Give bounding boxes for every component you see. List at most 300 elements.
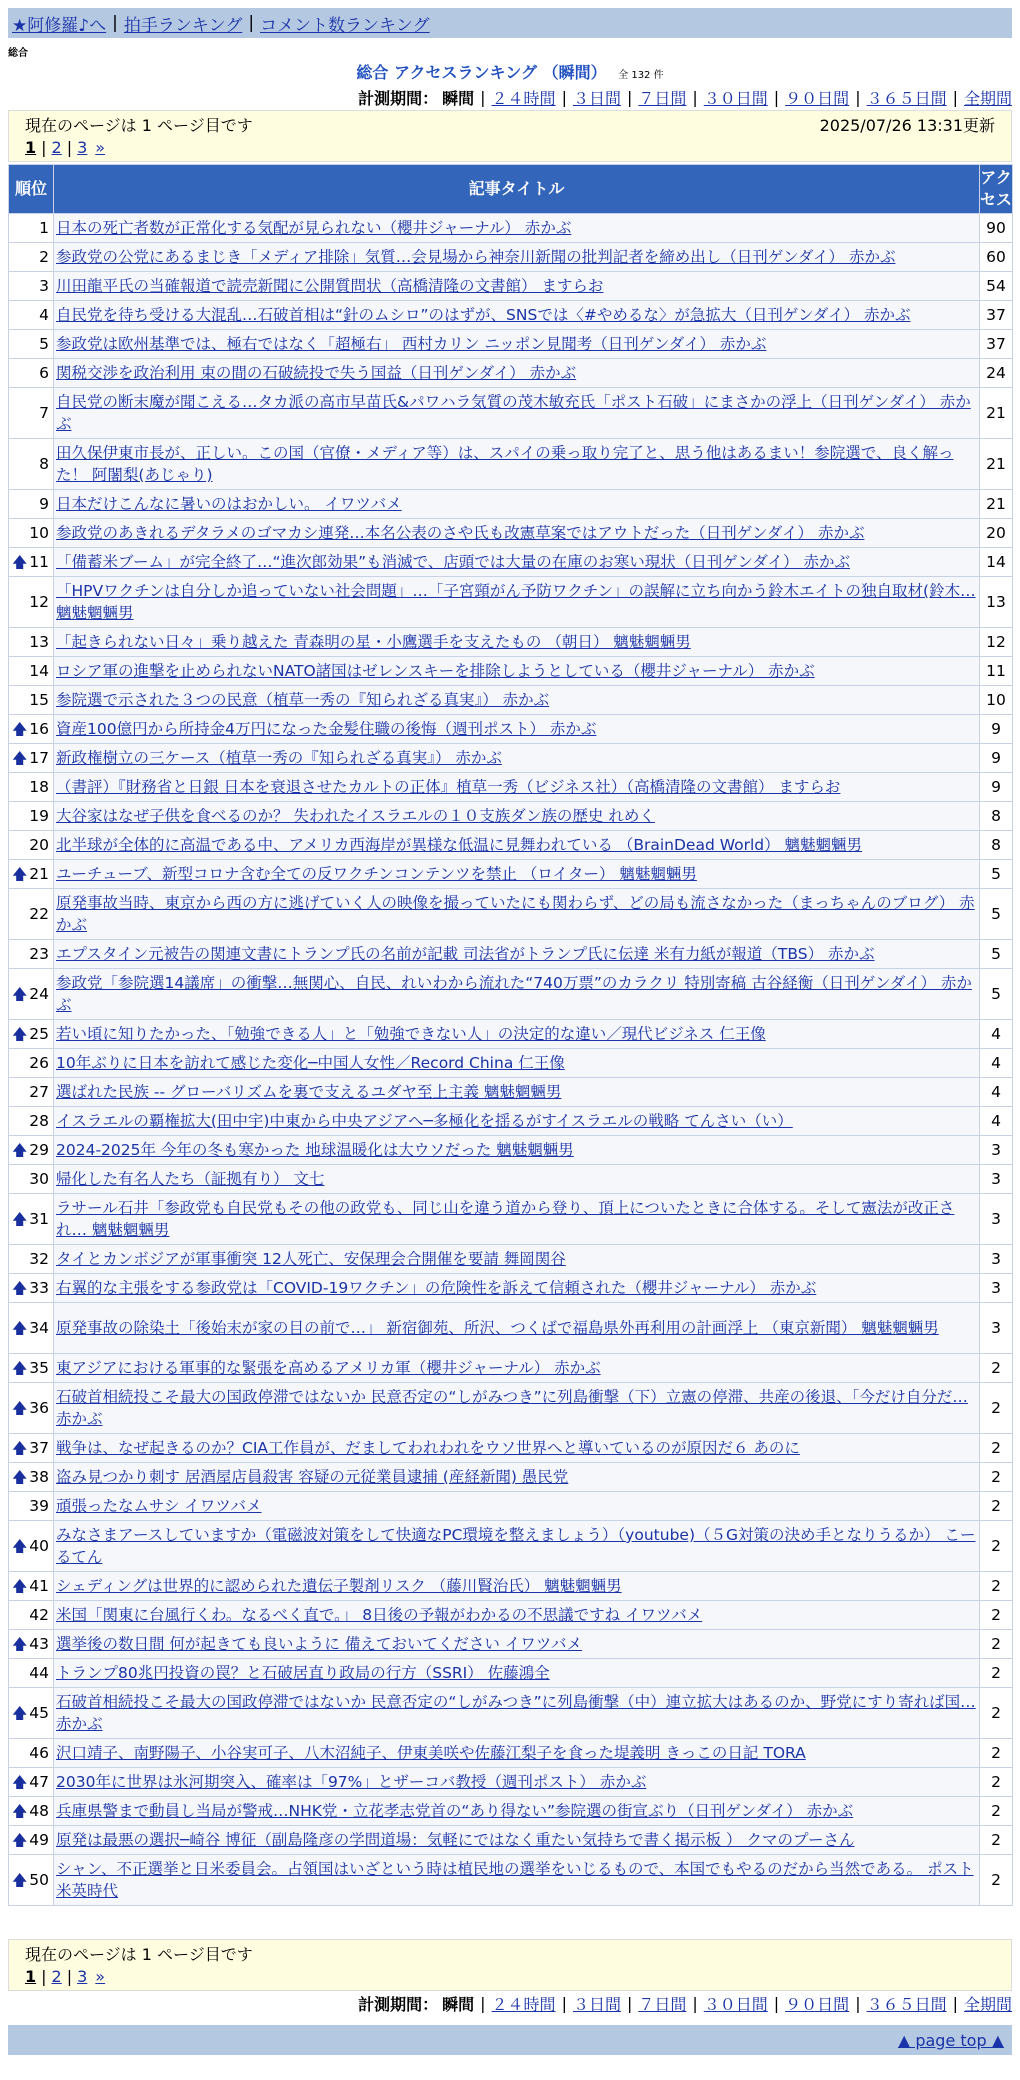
rank-cell bbox=[9, 214, 54, 243]
rank-cell bbox=[9, 1826, 54, 1855]
article-link[interactable]: 原発事故当時、東京から西の方に逃げていく人の映像を撮っていたにも関わらず、どの局も流さなかった（まっちゃんのブログ） 赤かぶ bbox=[56, 894, 975, 934]
article-link[interactable]: 頑張ったなムサシ イワツバメ bbox=[56, 1497, 262, 1515]
article-link[interactable]: 「備蓄米ブーム」が完全終了…“進次郎効果”も消滅で、店頭では大量の在庫のお寒い現状（日刊ゲンダイ） 赤かぶ bbox=[56, 553, 850, 571]
rank-number: 19 bbox=[29, 807, 49, 825]
rank-number: 6 bbox=[39, 364, 49, 382]
table-row bbox=[9, 802, 1013, 831]
rank-up-arrow-icon: 🡅 bbox=[12, 1025, 28, 1043]
article-link[interactable]: 兵庫県警まで動員し当局が警戒…NHK党・立花孝志党首の“あり得ない”参院選の街宣ぶり（日刊ゲンダイ） 赤かぶ bbox=[56, 1802, 854, 1820]
title-cell bbox=[54, 1354, 980, 1383]
article-link[interactable]: シャン、不正選挙と日米委員会。占領国はいざという時は植民地の選挙をいじるもので、本国でもやるのだから当然である。 ポスト米英時代 bbox=[56, 1860, 974, 1900]
rank-cell bbox=[9, 940, 54, 969]
page-1-current: 1 bbox=[25, 1966, 37, 1986]
access-count: 2 bbox=[980, 1601, 1013, 1630]
rank-number: 14 bbox=[29, 662, 49, 680]
access-count: 4 bbox=[980, 1078, 1013, 1107]
article-link[interactable]: 10年ぶりに日本を訪れて感じた変化─中国人女性／Record China 仁王像 bbox=[56, 1054, 565, 1072]
rank-number: 1 bbox=[39, 219, 49, 237]
table-row bbox=[9, 628, 1013, 657]
title-cell bbox=[54, 1855, 980, 1906]
table-row bbox=[9, 1165, 1013, 1194]
article-link[interactable]: トランプ80兆円投資の罠？と石破居直り政局の行方（SSRI） 佐藤鴻全 bbox=[56, 1664, 550, 1682]
rank-number: 8 bbox=[39, 455, 49, 473]
rank-number: 24 bbox=[29, 985, 49, 1003]
current-page-text: 現在のページは 1 ページ目です bbox=[25, 1944, 253, 1964]
rank-number: 27 bbox=[29, 1083, 49, 1101]
rank-cell bbox=[9, 1521, 54, 1572]
title-cell bbox=[54, 548, 980, 577]
page-2-link[interactable]: 2 bbox=[51, 1966, 62, 1986]
table-row bbox=[9, 1274, 1013, 1303]
access-count: 2 bbox=[980, 1434, 1013, 1463]
table-row bbox=[9, 301, 1013, 330]
rank-cell bbox=[9, 490, 54, 519]
rank-number: 34 bbox=[29, 1319, 49, 1337]
rank-number: 13 bbox=[29, 633, 49, 651]
article-link[interactable]: 帰化した有名人たち（証拠有り） 文七 bbox=[56, 1170, 325, 1188]
rank-number: 46 bbox=[29, 1744, 49, 1762]
period-current: 瞬間 bbox=[442, 89, 475, 108]
access-count: 37 bbox=[980, 301, 1013, 330]
table-row bbox=[9, 773, 1013, 802]
period-30d-link[interactable]: ３０日間 bbox=[703, 1995, 768, 2014]
rank-number: 21 bbox=[29, 865, 49, 883]
page-3-link[interactable]: 3 bbox=[77, 137, 88, 157]
access-count: 2 bbox=[980, 1354, 1013, 1383]
table-row bbox=[9, 272, 1013, 301]
access-count: 90 bbox=[980, 214, 1013, 243]
table-row bbox=[9, 1739, 1013, 1768]
rank-number: 26 bbox=[29, 1054, 49, 1072]
table-row bbox=[9, 1354, 1013, 1383]
access-count: 4 bbox=[980, 1107, 1013, 1136]
updated-time: 2025/07/26 13:31更新 bbox=[819, 115, 995, 135]
rank-cell bbox=[9, 1768, 54, 1797]
page-info-top bbox=[8, 110, 1012, 162]
title-cell bbox=[54, 657, 980, 686]
table-row bbox=[9, 243, 1013, 272]
rank-number: 43 bbox=[29, 1635, 49, 1653]
rank-up-arrow-icon: 🡅 bbox=[12, 1439, 28, 1457]
title-header: 記事タイトル bbox=[54, 165, 980, 214]
home-link[interactable]: ★阿修羅♪へ bbox=[12, 15, 107, 36]
access-count: 24 bbox=[980, 359, 1013, 388]
access-count: 8 bbox=[980, 831, 1013, 860]
rank-number: 40 bbox=[29, 1537, 49, 1555]
title-cell bbox=[54, 1303, 980, 1354]
rank-cell bbox=[9, 1303, 54, 1354]
table-row bbox=[9, 548, 1013, 577]
rank-up-arrow-icon: 🡅 bbox=[12, 1210, 28, 1228]
article-link[interactable]: 米国「関東に台風行くわ。なるべく直で。」 8日後の予報がわかるの不思議ですね イワツバメ bbox=[56, 1606, 703, 1624]
access-count: 9 bbox=[980, 773, 1013, 802]
access-count: 3 bbox=[980, 1165, 1013, 1194]
table-row bbox=[9, 1630, 1013, 1659]
title-cell bbox=[54, 802, 980, 831]
rank-number: 42 bbox=[29, 1606, 49, 1624]
table-row bbox=[9, 1521, 1013, 1572]
top-nav-bar bbox=[8, 8, 1012, 38]
ranking-title: 総合 アクセスランキング （瞬間） bbox=[356, 63, 607, 82]
article-link[interactable]: 参政党のあきれるデタラメのゴマカシ連発…本名公表のさや氏も改憲草案ではアウトだった（日刊ゲンダイ） 赤かぶ bbox=[56, 524, 865, 542]
rank-up-arrow-icon: 🡅 bbox=[12, 1468, 28, 1486]
rank-cell bbox=[9, 1434, 54, 1463]
title-cell bbox=[54, 214, 980, 243]
table-row bbox=[9, 1194, 1013, 1245]
rank-cell bbox=[9, 272, 54, 301]
access-count: 8 bbox=[980, 802, 1013, 831]
table-row bbox=[9, 1078, 1013, 1107]
rank-cell bbox=[9, 1659, 54, 1688]
rank-number: 36 bbox=[29, 1399, 49, 1417]
period-90d-link[interactable]: ９０日間 bbox=[785, 1995, 850, 2014]
rank-number: 38 bbox=[29, 1468, 49, 1486]
rank-cell bbox=[9, 1383, 54, 1434]
rank-up-arrow-icon: 🡅 bbox=[12, 1359, 28, 1377]
rank-number: 29 bbox=[29, 1141, 49, 1159]
separator: | bbox=[112, 13, 118, 33]
article-link[interactable]: ロシア軍の進撃を止められないNATO諸国はゼレンスキーを排除しようとしている（櫻井ジャーナル） 赤かぶ bbox=[56, 662, 815, 680]
rank-up-arrow-icon: 🡅 bbox=[12, 1704, 28, 1722]
rank-cell bbox=[9, 439, 54, 490]
title-cell bbox=[54, 773, 980, 802]
title-cell bbox=[54, 1383, 980, 1434]
rank-cell bbox=[9, 744, 54, 773]
title-cell bbox=[54, 889, 980, 940]
article-link[interactable]: シェディングは世界的に認められた遺伝子製剤リスク （藤川賢治氏） 魑魅魍魎男 bbox=[56, 1577, 622, 1595]
rank-number: 22 bbox=[29, 905, 49, 923]
rank-number: 28 bbox=[29, 1112, 49, 1130]
article-link[interactable]: みなさまアースしていますか（電磁波対策をして快適なPC環境を整えましょう）（youtube)（５G対策の決め手となりうるか） こーるてん bbox=[56, 1526, 976, 1566]
table-row bbox=[9, 1659, 1013, 1688]
next-page-link[interactable]: » bbox=[95, 137, 106, 157]
access-count: 4 bbox=[980, 1020, 1013, 1049]
period-24h-link[interactable]: ２４時間 bbox=[491, 1995, 556, 2014]
rank-number: 31 bbox=[29, 1210, 49, 1228]
period-all-link[interactable]: 全期間 bbox=[963, 89, 1012, 108]
access-count: 9 bbox=[980, 715, 1013, 744]
access-count: 4 bbox=[980, 1049, 1013, 1078]
article-link[interactable]: 資産100億円から所持金4万円になった金髪住職の後悔（週刊ポスト） 赤かぶ bbox=[56, 720, 597, 738]
rank-cell bbox=[9, 1136, 54, 1165]
article-link[interactable]: イスラエルの覇権拡大(田中宇)中東から中央アジアへ─多極化を揺るがすイスラエルの戦略 てんさい（い） bbox=[56, 1112, 793, 1130]
article-link[interactable]: 2030年に世界は氷河期突入、確率は「97%」とザーコバ教授（週刊ポスト） 赤かぶ bbox=[56, 1773, 647, 1791]
title-cell bbox=[54, 359, 980, 388]
page-3-link[interactable]: 3 bbox=[77, 1966, 88, 1986]
rank-cell bbox=[9, 1194, 54, 1245]
rank-cell bbox=[9, 831, 54, 860]
comment-ranking-link[interactable]: コメント数ランキング bbox=[260, 15, 430, 36]
period-3d-link[interactable]: ３日間 bbox=[572, 1995, 621, 2014]
rank-number: 50 bbox=[29, 1871, 49, 1889]
article-link[interactable]: ラサール石井「参政党も自民党もその他の政党も、同じ山を違う道から登り、頂上についたときに合体する。そして憲法が改正され… 魑魅魍魎男 bbox=[56, 1199, 955, 1239]
access-count: 3 bbox=[980, 1194, 1013, 1245]
table-row bbox=[9, 1136, 1013, 1165]
article-link[interactable]: 「起きられない日々」乗り越えた 青森明の星・小鷹選手を支えたもの （朝日） 魑魅魍魎男 bbox=[56, 633, 691, 651]
article-link[interactable]: 東アジアにおける軍事的な緊張を高めるアメリカ軍（櫻井ジャーナル） 赤かぶ bbox=[56, 1359, 601, 1377]
table-row bbox=[9, 577, 1013, 628]
rank-number: 25 bbox=[29, 1025, 49, 1043]
rank-cell bbox=[9, 243, 54, 272]
table-row bbox=[9, 1688, 1013, 1739]
title-cell bbox=[54, 1194, 980, 1245]
rank-cell bbox=[9, 657, 54, 686]
rank-cell bbox=[9, 773, 54, 802]
access-count: 2 bbox=[980, 1855, 1013, 1906]
table-row bbox=[9, 657, 1013, 686]
rank-up-arrow-icon: 🡅 bbox=[12, 1831, 28, 1849]
table-row bbox=[9, 1434, 1013, 1463]
rank-number: 17 bbox=[29, 749, 49, 767]
rank-number: 15 bbox=[29, 691, 49, 709]
rank-number: 9 bbox=[39, 495, 49, 513]
current-page-text: 現在のページは 1 ページ目です bbox=[25, 115, 253, 135]
article-link[interactable]: 自民党の断末魔が聞こえる…タカ派の高市早苗氏&パワハラ気質の茂木敏充氏「ポスト石破」にまさかの浮上（日刊ゲンダイ） 赤かぶ bbox=[56, 393, 971, 433]
access-count: 2 bbox=[980, 1826, 1013, 1855]
article-link[interactable]: 「HPVワクチンは自分しか追っていない社会問題」…「子宮頸がん予防ワクチン」の誤解に立ち向かう鈴木エイトの独自取材(鈴木… 魑魅魍魎男 bbox=[56, 582, 976, 622]
article-link[interactable]: 原発事故の除染土「後始末が家の目の前で…」 新宿御苑、所沢、つくばで福島県外再利用の計画浮上 （東京新聞） 魑魅魍魎男 bbox=[56, 1319, 939, 1337]
access-count: 3 bbox=[980, 1303, 1013, 1354]
access-count: 12 bbox=[980, 628, 1013, 657]
category-label: 総合 bbox=[8, 48, 28, 59]
title-cell bbox=[54, 1107, 980, 1136]
access-count: 5 bbox=[980, 889, 1013, 940]
access-count: 21 bbox=[980, 490, 1013, 519]
access-count: 3 bbox=[980, 1245, 1013, 1274]
table-row bbox=[9, 969, 1013, 1020]
article-link[interactable]: 大谷家はなぜ子供を食べるのか？ 失われたイスラエルの１０支族ダン族の歴史 れめく bbox=[56, 807, 655, 825]
rank-number: 48 bbox=[29, 1802, 49, 1820]
table-row bbox=[9, 1601, 1013, 1630]
title-cell bbox=[54, 1049, 980, 1078]
article-link[interactable]: 石破首相続投こそ最大の国政停滞ではないか 民意否定の“しがみつき”に列島衝撃（中）連立拡大はあるのか、野党にすり寄れば国… 赤かぶ bbox=[56, 1693, 976, 1733]
rank-cell bbox=[9, 359, 54, 388]
rank-number: 7 bbox=[39, 404, 49, 422]
title-cell bbox=[54, 1274, 980, 1303]
article-link[interactable]: 参政党「参院選14議席」の衝撃…無関心、自民、れいわから流れた“740万票”のカラクリ 特別寄稿 古谷経衡（日刊ゲンダイ） 赤かぶ bbox=[56, 974, 972, 1014]
period-365d-link[interactable]: ３６５日間 bbox=[866, 1995, 947, 2014]
table-row bbox=[9, 359, 1013, 388]
table-row bbox=[9, 715, 1013, 744]
table-row bbox=[9, 490, 1013, 519]
period-24h-link[interactable]: ２４時間 bbox=[491, 89, 556, 108]
title-cell bbox=[54, 744, 980, 773]
article-link[interactable]: 石破首相続投こそ最大の国政停滞ではないか 民意否定の“しがみつき”に列島衝撃（下）立憲の停滞、共産の後退、「今だけ自分だ… 赤かぶ bbox=[56, 1388, 968, 1428]
table-row bbox=[9, 1107, 1013, 1136]
rank-cell bbox=[9, 1739, 54, 1768]
article-link[interactable]: 若い頃に知りたかった、「勉強できる人」と「勉強できない人」の決定的な違い／現代ビジネス 仁王像 bbox=[56, 1025, 766, 1043]
ranking-table bbox=[8, 164, 1013, 1906]
access-count: 21 bbox=[980, 439, 1013, 490]
access-count: 2 bbox=[980, 1688, 1013, 1739]
separator: | bbox=[248, 13, 255, 33]
title-cell bbox=[54, 1492, 980, 1521]
rank-cell bbox=[9, 519, 54, 548]
rank-number: 47 bbox=[29, 1773, 49, 1791]
access-count: 20 bbox=[980, 519, 1013, 548]
ranking-title-row bbox=[0, 60, 1020, 83]
period-current: 瞬間 bbox=[442, 1995, 475, 2014]
rank-cell bbox=[9, 1078, 54, 1107]
title-cell bbox=[54, 490, 980, 519]
title-cell bbox=[54, 1020, 980, 1049]
rank-cell bbox=[9, 1245, 54, 1274]
period-all-link[interactable]: 全期間 bbox=[963, 1995, 1012, 2014]
period-label: 計測期間： bbox=[358, 89, 439, 108]
rank-up-arrow-icon: 🡅 bbox=[12, 1635, 28, 1653]
access-count: 2 bbox=[980, 1521, 1013, 1572]
page-top-link[interactable]: ▲ page top ▲ bbox=[897, 2030, 1004, 2050]
table-row bbox=[9, 1797, 1013, 1826]
rank-number: 23 bbox=[29, 945, 49, 963]
rank-up-arrow-icon: 🡅 bbox=[12, 1537, 28, 1555]
rank-up-arrow-icon: 🡅 bbox=[12, 1399, 28, 1417]
title-cell bbox=[54, 1601, 980, 1630]
table-row bbox=[9, 744, 1013, 773]
access-count: 13 bbox=[980, 577, 1013, 628]
rank-cell bbox=[9, 330, 54, 359]
title-cell bbox=[54, 940, 980, 969]
rank-up-arrow-icon: 🡅 bbox=[12, 1773, 28, 1791]
next-page-link[interactable]: » bbox=[95, 1966, 106, 1986]
page-2-link[interactable]: 2 bbox=[51, 137, 62, 157]
access-count: 2 bbox=[980, 1492, 1013, 1521]
rank-cell bbox=[9, 1354, 54, 1383]
period-30d-link[interactable]: ３０日間 bbox=[703, 89, 768, 108]
article-link[interactable]: 参政党の公党にあるまじき「メディア排除」気質…会見場から神奈川新聞の批判記者を締め出し（日刊ゲンダイ） 赤かぶ bbox=[56, 248, 896, 266]
title-cell bbox=[54, 1521, 980, 1572]
rank-number: 11 bbox=[29, 553, 49, 571]
rank-up-arrow-icon: 🡅 bbox=[12, 720, 28, 738]
rank-cell bbox=[9, 1688, 54, 1739]
title-cell bbox=[54, 301, 980, 330]
article-link[interactable]: 選ばれた民族 -- グローバリズムを裏で支えるユダヤ至上主義 魑魅魍魎男 bbox=[56, 1083, 562, 1101]
article-link[interactable]: 選挙後の数日間 何が起きても良いように 備えておいてください イワツバメ bbox=[56, 1635, 582, 1653]
title-cell bbox=[54, 388, 980, 439]
article-link[interactable]: 参政党は欧州基準では、極右ではなく「超極右」 西村カリン ニッポン見聞考（日刊ゲンダイ） 赤かぶ bbox=[56, 335, 767, 353]
title-cell bbox=[54, 1826, 980, 1855]
table-row bbox=[9, 330, 1013, 359]
article-link[interactable]: 2024-2025年 今年の冬も寒かった 地球温暖化は大ウソだった 魑魅魍魎男 bbox=[56, 1141, 574, 1159]
rank-cell bbox=[9, 1797, 54, 1826]
access-count: 14 bbox=[980, 548, 1013, 577]
rank-up-arrow-icon: 🡅 bbox=[12, 553, 28, 571]
title-cell bbox=[54, 1630, 980, 1659]
pagination-bottom: 1 | 2 | 3 » bbox=[25, 1966, 106, 1986]
rank-number: 39 bbox=[29, 1497, 49, 1515]
period-7d-link[interactable]: ７日間 bbox=[638, 1995, 687, 2014]
access-count: 2 bbox=[980, 1383, 1013, 1434]
rank-number: 30 bbox=[29, 1170, 49, 1188]
article-link[interactable]: 盗み見つかり刺す 居酒屋店員殺害 容疑の元従業員逮捕 (産経新聞) 愚民党 bbox=[56, 1468, 569, 1486]
article-link[interactable]: 戦争は、なぜ起きるのか？CIA工作員が、だましてわれわれをウソ世界へと導いているのが原因だ６ あのに bbox=[56, 1439, 800, 1457]
period-3d-link[interactable]: ３日間 bbox=[572, 89, 621, 108]
access-count: 3 bbox=[980, 1274, 1013, 1303]
access-count: 21 bbox=[980, 388, 1013, 439]
article-link[interactable]: 田久保伊東市長が、正しい。この国（官僚・メディア等）は、スパイの乗っ取り完了と、思う他はあるまい！参院選で、良く解った！ 阿闍梨(あじゃり) bbox=[56, 444, 954, 484]
article-link[interactable]: 右翼的な主張をする参政党は「COVID-19ワクチン」の危険性を訴えて信頼された（櫻井ジャーナル） 赤かぶ bbox=[56, 1279, 817, 1297]
period-90d-link[interactable]: ９０日間 bbox=[785, 89, 850, 108]
article-link[interactable]: 日本の死亡者数が正常化する気配が見られない（櫻井ジャーナル） 赤かぶ bbox=[56, 219, 572, 237]
article-link[interactable]: 日本だけこんなに暑いのはおかしい。 イワツバメ bbox=[56, 495, 402, 513]
rank-number: 4 bbox=[39, 306, 49, 324]
access-count: 2 bbox=[980, 1739, 1013, 1768]
article-link[interactable]: 北半球が全体的に高温である中、アメリカ西海岸が異様な低温に見舞われている （BrainDead World） 魑魅魍魎男 bbox=[56, 836, 863, 854]
rank-cell bbox=[9, 577, 54, 628]
rank-cell bbox=[9, 1492, 54, 1521]
table-row bbox=[9, 940, 1013, 969]
title-cell bbox=[54, 1768, 980, 1797]
article-link[interactable]: エプスタイン元被告の関連文書にトランプ氏の名前が記載 司法省がトランプ氏に伝達 米有力紙が報道（TBS） 赤かぶ bbox=[56, 945, 875, 963]
title-cell bbox=[54, 686, 980, 715]
title-cell bbox=[54, 831, 980, 860]
pagination-top: 1 | 2 | 3 » bbox=[25, 137, 106, 157]
rank-number: 16 bbox=[29, 720, 49, 738]
article-link[interactable]: 関税交渉を政治利用 束の間の石破続投で失う国益（日刊ゲンダイ） 赤かぶ bbox=[56, 364, 577, 382]
period-365d-link[interactable]: ３６５日間 bbox=[866, 89, 947, 108]
rank-up-arrow-icon: 🡅 bbox=[12, 1802, 28, 1820]
rank-number: 3 bbox=[39, 277, 49, 295]
rank-cell bbox=[9, 889, 54, 940]
rank-cell bbox=[9, 1572, 54, 1601]
rank-cell bbox=[9, 860, 54, 889]
table-row bbox=[9, 1020, 1013, 1049]
access-count: 5 bbox=[980, 940, 1013, 969]
title-cell bbox=[54, 1165, 980, 1194]
table-row bbox=[9, 831, 1013, 860]
access-count: 10 bbox=[980, 686, 1013, 715]
rank-cell bbox=[9, 1855, 54, 1906]
access-count: 2 bbox=[980, 1768, 1013, 1797]
access-count: 3 bbox=[980, 1136, 1013, 1165]
rank-cell bbox=[9, 802, 54, 831]
title-cell bbox=[54, 1245, 980, 1274]
article-link[interactable]: 原発は最悪の選択─崎谷 博征（副島隆彦の学問道場：気軽にではなく重たい気持ちで書く掲示板 ） クマのプーさん bbox=[56, 1831, 855, 1849]
table-row bbox=[9, 1049, 1013, 1078]
table-row bbox=[9, 1572, 1013, 1601]
article-link[interactable]: 沢口靖子、南野陽子、小谷実可子、八木沼純子、伊東美咲や佐藤江梨子を食った堤義明 きっこの日記 TORA bbox=[56, 1744, 806, 1762]
page-1-current: 1 bbox=[25, 137, 37, 157]
clap-ranking-link[interactable]: 拍手ランキング bbox=[123, 15, 243, 36]
access-count: 60 bbox=[980, 243, 1013, 272]
period-selector-top: 計測期間： 瞬間 | ２４時間 | ３日間 | ７日間 | ３０日間 | ９０日間 | ３６５日間 | 全期間 bbox=[358, 88, 1012, 108]
title-cell bbox=[54, 439, 980, 490]
rank-up-arrow-icon: 🡅 bbox=[12, 1319, 28, 1337]
article-link[interactable]: 川田龍平氏の当確報道で読売新聞に公開質問状（高橋清隆の文書館） ますらお bbox=[56, 277, 604, 295]
title-cell bbox=[54, 1463, 980, 1492]
title-cell bbox=[54, 969, 980, 1020]
article-link[interactable]: 自民党を待ち受ける大混乱…石破首相は“針のムシロ”のはずが、SNSでは〈#やめるな〉が急拡大（日刊ゲンダイ） 赤かぶ bbox=[56, 306, 911, 324]
title-cell bbox=[54, 628, 980, 657]
period-7d-link[interactable]: ７日間 bbox=[638, 89, 687, 108]
total-count: 全 132 件 bbox=[618, 70, 664, 81]
access-count: 2 bbox=[980, 1659, 1013, 1688]
title-cell bbox=[54, 1572, 980, 1601]
article-link[interactable]: 新政権樹立の三ケース（植草一秀の『知られざる真実』） 赤かぶ bbox=[56, 749, 502, 767]
article-link[interactable]: （書評）『財務省と日銀 日本を衰退させたカルトの正体』植草一秀（ビジネス社）（高橋清隆の文書館） ますらお bbox=[56, 778, 841, 796]
rank-number: 35 bbox=[29, 1359, 49, 1377]
table-row bbox=[9, 686, 1013, 715]
title-cell bbox=[54, 1434, 980, 1463]
article-link[interactable]: ユーチューブ、新型コロナ含む全ての反ワクチンコンテンツを禁止 （ロイター） 魑魅魍魎男 bbox=[56, 865, 697, 883]
rank-number: 32 bbox=[29, 1250, 49, 1268]
rank-cell bbox=[9, 301, 54, 330]
table-row bbox=[9, 1492, 1013, 1521]
title-cell bbox=[54, 860, 980, 889]
article-link[interactable]: タイとカンボジアが軍事衝突 12人死亡、安保理会合開催を要請 舞岡関谷 bbox=[56, 1250, 566, 1268]
access-count: 11 bbox=[980, 657, 1013, 686]
article-link[interactable]: 参院選で示された３つの民意（植草一秀の『知られざる真実』） 赤かぶ bbox=[56, 691, 550, 709]
